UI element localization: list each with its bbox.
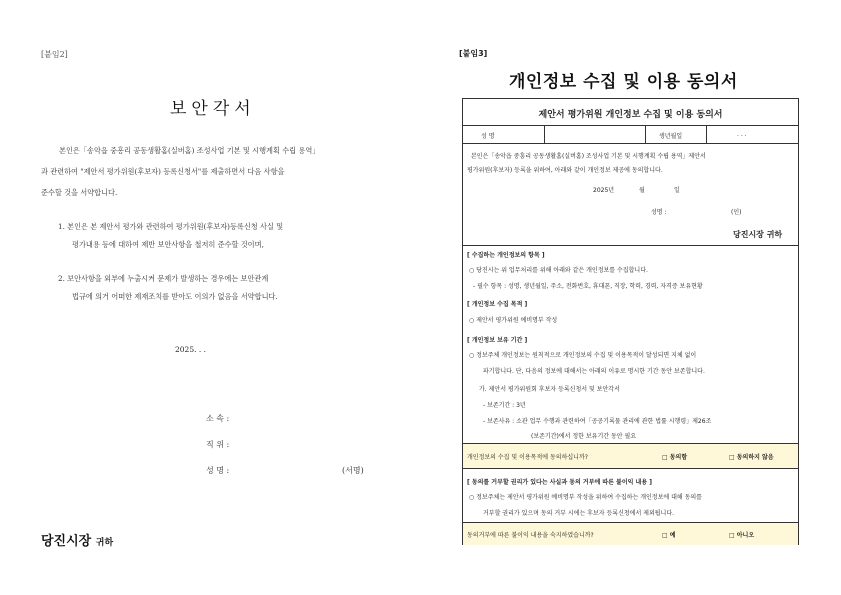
section-period-text: - 보존기간 : 3년 [483, 402, 526, 409]
refusal-no-checkbox[interactable]: □ 아니오 [729, 532, 755, 539]
refusal-text: 거부할 권리가 있으며 동의 거부 시에는 후보자 등록신청에서 제외됩니다. [483, 510, 675, 517]
section-purpose-text: ○ 제안서 평가위원 예비명부 작성 [469, 317, 558, 324]
pledge-paragraph-line: 준수할 것을 서약합니다. [41, 188, 118, 197]
refusal-text: ○ 정보주체는 제안서 평가위원 예비명부 작성을 위하여 수집하는 개인정보에 대해 동의를 [469, 494, 702, 501]
pledge-item-2: 2. 보안사항을 외부에 누출시켜 문제가 발생하는 경우에는 보안관계 [58, 274, 269, 283]
recipient [41, 530, 113, 549]
refusal-question: 동의거부에 따른 불이익 내용을 숙지하였습니까? [467, 532, 594, 539]
refusal-title: [ 동의를 거부할 권리가 있다는 사실과 동의 거부에 따른 불이익 내용 ] [467, 479, 652, 486]
pledge-item-2-cont: 법규에 의거 어떠한 제재조치를 받아도 이의가 없음을 서약합니다. [72, 292, 278, 301]
section-period-text: 파기합니다. 단, 다음의 정보에 대해서는 아래의 이유로 명시한 기간 동안 보존합니다. [483, 368, 705, 375]
consent-form [462, 98, 799, 545]
page-title: 개인정보 수집 및 이용 동의서 [509, 72, 738, 92]
pledge-date: 2025. . . [175, 345, 207, 354]
page-title: 보안각서 [170, 99, 256, 119]
birth-field-value[interactable]: . . . [737, 131, 747, 138]
name-field-label: 성 명 [481, 133, 495, 140]
recipient-name: 당진시장 [41, 534, 92, 549]
pledge-paragraph-line: 본인은「송악읍 중흥리 공동생활홈(실버홈) 조성사업 기본 및 시행계획 수립 용역」 [59, 146, 320, 155]
attachment-label: [붙임2] [41, 50, 68, 59]
consent-month: 월 [639, 187, 645, 194]
recipient-suffix: 귀하 [95, 538, 114, 548]
agree-no-checkbox[interactable]: □ 동의하지 않음 [729, 454, 774, 461]
signer-label: 성명 : [651, 209, 667, 216]
section-period-text: - 보존사유 : 소관 업무 수행과 관련하여「공공기록물 관리에 관한 법률 시행령」제26조 [483, 418, 712, 425]
section-items-title: [ 수집하는 개인정보의 항목 ] [467, 252, 545, 259]
signature-mark: (서명) [342, 466, 364, 475]
consent-day: 일 [674, 187, 680, 194]
attachment-label: [붙임3] [459, 49, 488, 58]
section-period-text: 가. 제안서 평가위원회 후보자 등록신청서 및 보안각서 [479, 386, 620, 393]
section-period-text: ○ 정보주체 개인정보는 원칙적으로 개인정보의 수집 및 이용목적이 달성되면 지체 없이 [469, 352, 697, 359]
form-title: 제안서 평가위원 개인정보 수집 및 이용 동의서 [538, 110, 723, 120]
position-label: 직 위 : [206, 440, 230, 449]
consent-line: 평가위원(후보자) 등록을 위하여, 아래와 같이 개인정보 제공에 동의합니다. [467, 167, 663, 174]
section-items-text: - 필수 항목 : 성명, 생년월일, 주소, 전화번호, 휴대폰, 직장, 학력, 경력, 자격증 보유현황 [473, 283, 703, 290]
seal-mark: (인) [731, 209, 742, 216]
section-purpose-title: [ 개인정보 수집 목적 ] [467, 301, 528, 308]
agree-question: 개인정보의 수집 및 이용목적에 동의하십니까? [467, 454, 588, 461]
form-recipient: 당진시장 귀하 [733, 230, 783, 239]
section-period-title: [ 개인정보 보유 기간 ] [467, 337, 528, 344]
name-label: 성 명 : [206, 466, 230, 475]
pledge-paragraph-line: 과 관련하여 "제안서 평가위원(후보자) 등록신청서"를 제출하면서 다음 사항을 [41, 167, 285, 176]
refusal-yes-checkbox[interactable]: □ 예 [662, 532, 676, 539]
pledge-item-1-cont: 평가내용 등에 대하여 제반 보안사항을 철저히 준수할 것이며, [72, 240, 264, 249]
agree-yes-checkbox[interactable]: □ 동의함 [662, 454, 688, 461]
birth-field-label: 생년월일 [659, 133, 683, 140]
affiliation-label: 소 속 : [206, 414, 230, 423]
section-items-text: ○ 당진시는 위 업무처리를 위해 아래와 같은 개인정보를 수집합니다. [469, 267, 648, 274]
pledge-item-1: 1. 본인은 본 제안서 평가와 관련하여 평가위원(후보자)등록신청 사실 및 [58, 222, 284, 231]
consent-year: 2025년 [593, 187, 615, 194]
section-period-text: (보존기간)에서 정한 보유기간 동안 필요 [531, 433, 637, 440]
consent-line: 본인은「송악읍 중흥리 공동생활홈(실버홈) 조성사업 기본 및 시행계획 수립 용역」제안서 [471, 153, 706, 160]
